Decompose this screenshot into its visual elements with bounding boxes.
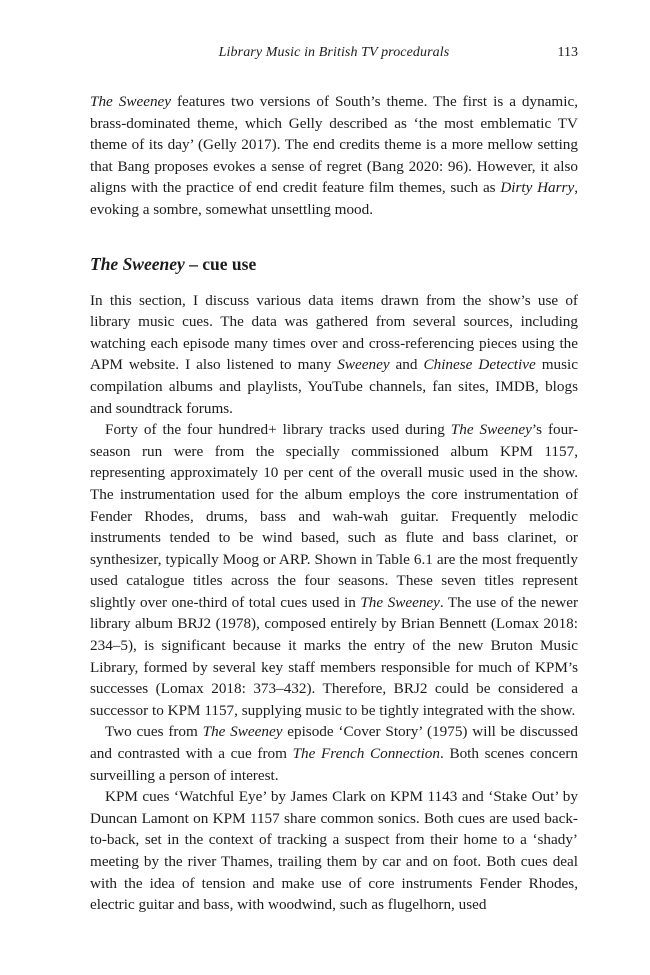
paragraph-2 [90, 290, 578, 420]
text-run: and [389, 356, 424, 374]
text-run: KPM cues ‘Watchful Eye’ by James Clark on KPM 1143 and ‘Stake Out’ by Duncan Lamont on KPM 1157 share common sonics. Both cues are used back-to-back, set in the context of tracking a suspect from their home to a ‘shady’ meeting by the river Thames, trailing them by car and on foot. Both cues deal with the idea of tension and make use of core instruments Fender Rhodes, electric guitar and bass, with woodwind, such as flugelhorn, used [90, 788, 578, 914]
text-run: ’s four-season run were from the specially commissioned album KPM 1157, representing approximately 10 per cent of the overall music used in the show. The instrumentation used for the album employs the core instrumentation of Fender Rhodes, drums, bass and wah-wah guitar. Frequently melodic instruments tended to be wind based, such as flute and bass clarinet, or synthesizer, typically Moog or ARP. Shown in Table 6.1 are the most frequently used catalogue titles across the four seasons. These seven titles represent slightly over one-third of total cues used in [90, 421, 579, 611]
text-run: In this section, I discuss various data items drawn from the show’s use of library music cues. The data was gathered from several sources, including watching each episode many times over and cross-referencing pieces using the APM website. I also listened to many [90, 291, 578, 374]
italic-title: The Sweeney [202, 723, 283, 741]
paragraph-5 [90, 786, 578, 916]
italic-title: The Sweeney [360, 593, 440, 611]
italic-title: The Sweeney [450, 421, 532, 439]
italic-title: Dirty Harry [500, 179, 575, 197]
paragraph-4 [90, 721, 578, 786]
text-run: , evoking a sombre, somewhat unsettling mood. [90, 179, 578, 218]
section-heading [90, 252, 578, 276]
text-run: Forty of the four hundred+ library tracks used during [105, 421, 451, 439]
text-run: episode ‘Cover Story’ (1975) will be discussed and contrasted with a cue from [90, 723, 578, 763]
italic-title: The Sweeney [90, 93, 172, 110]
italic-title: The French Connection [292, 745, 440, 763]
heading-text: – cue use [184, 253, 257, 274]
running-head [90, 45, 578, 67]
running-head-title: Library Music in British TV procedurals [218, 45, 450, 60]
text-run: . Both scenes concern surveilling a person of interest. [90, 745, 578, 784]
text-run: . The use of the newer library album BRJ2 (1978), composed entirely by Brian Bennett (Lomax 2018: 234–5), is significant because it marks the entry of the new Bruton Music Library, formed by several key staff members responsible for much of KPM’s successes (Lomax 2018: 373–432). Therefore, BRJ2 could be considered a successor to KPM 1157, supplying music to be tightly integrated with the show. [90, 593, 578, 719]
italic-title: Sweeney [337, 356, 390, 374]
text-run: Two cues from [105, 723, 203, 741]
paragraph-1 [90, 91, 578, 221]
page-number: 113 [557, 45, 578, 60]
body-text [90, 91, 578, 916]
paragraph-3 [90, 419, 578, 721]
heading-italic-title: The Sweeney [90, 253, 185, 274]
text-run: features two versions of South’s theme. The first is a dynamic, brass-dominated theme, which Gelly described as ‘the most emblematic TV theme of its day’ (Gelly 2017). The end credits theme is a more mellow setting that Bang proposes evokes a sense of regret (Bang 2020: 96). However, it also aligns with the practice of end credit feature film themes, such as [90, 93, 578, 197]
text-run: music compilation albums and playlists, YouTube channels, fan sites, IMDB, blogs and soundtrack forums. [90, 356, 578, 417]
italic-title: Chinese Detective [423, 356, 536, 374]
